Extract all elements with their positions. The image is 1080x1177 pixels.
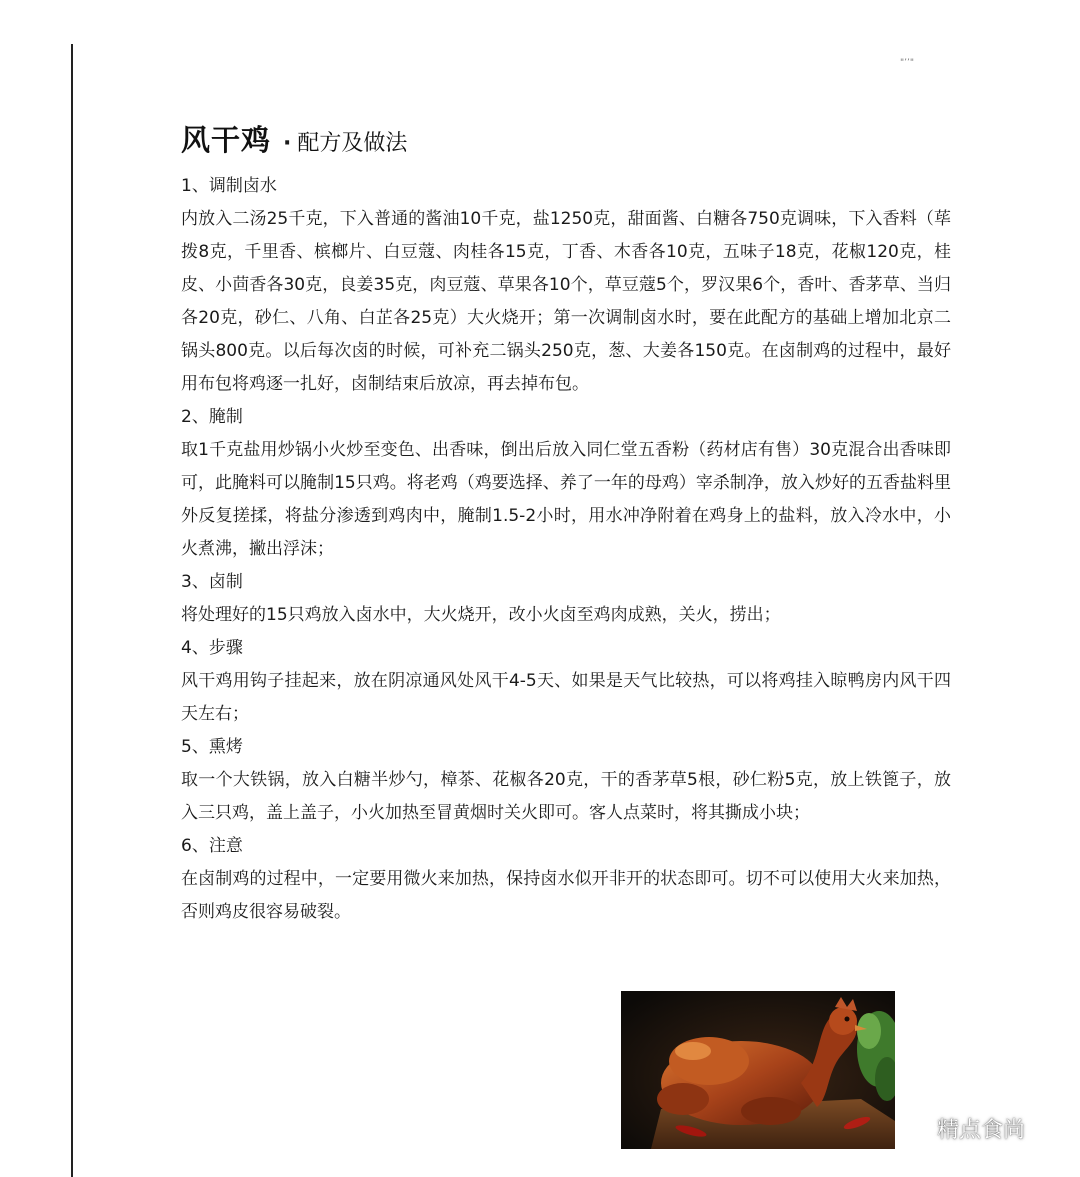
- title-separator: ·: [283, 131, 292, 156]
- corner-mark: "’’": [900, 58, 915, 68]
- section-5: [181, 731, 951, 830]
- section-body: 取1千克盐用炒锅小火炒至变色、出香味，倒出后放入同仁堂五香粉（药材店有售）30克混合出香味即可，此腌料可以腌制15只鸡。将老鸡（鸡要选择、养了一年的母鸡）宰杀制净，放入炒好的五香盐料里外反复搓揉，将盐分渗透到鸡肉中，腌制1.5-2小时，用水冲净附着在鸡身上的盐料，放入冷水中，小火煮沸，撇出浮沫；: [181, 440, 951, 559]
- section-heading: 5、熏烤: [181, 737, 243, 757]
- section-3: [181, 566, 951, 632]
- section-heading: 6、注意: [181, 836, 243, 856]
- recipe-title: 风干鸡: [181, 123, 272, 157]
- section-heading: 3、卤制: [181, 572, 243, 592]
- section-6: [181, 830, 951, 929]
- section-1: [181, 170, 951, 401]
- title-row: [181, 118, 951, 166]
- watermark: [893, 1113, 1025, 1144]
- roast-chicken-photo: [621, 991, 895, 1149]
- section-2: [181, 401, 951, 566]
- recipe-subtitle: 配方及做法: [297, 131, 408, 156]
- section-4: [181, 632, 951, 731]
- section-body: 风干鸡用钩子挂起来，放在阴凉通风处风干4-5天、如果是天气比较热，可以将鸡挂入晾鸭房内风干四天左右；: [181, 671, 951, 724]
- left-border-line: [71, 44, 73, 1177]
- recipe-document: [181, 118, 951, 929]
- section-body: 将处理好的15只鸡放入卤水中，大火烧开，改小火卤至鸡肉成熟，关火，捞出；: [181, 605, 781, 625]
- section-heading: 2、腌制: [181, 407, 243, 427]
- watermark-text: 精点食尚: [937, 1118, 1026, 1143]
- section-body: 内放入二汤25千克，下入普通的酱油10千克，盐1250克，甜面酱、白糖各750克调味，下入香料（荜拨8克，千里香、槟榔片、白豆蔻、肉桂各15克，丁香、木香各10克，五味子18克，花椒120克，桂皮、小茴香各30克，良姜35克，肉豆蔻、草果各10个，草豆蔻5个，罗汉果6个，香叶、香茅草、当归各20克，砂仁、八角、白芷各25克）大火烧开；第一次调制卤水时，要在此配方的基础上增加北京二锅头800克。以后每次卤的时候，可补充二锅头250克，葱、大姜各150克。在卤制鸡的过程中，最好用布包将鸡逐一扎好，卤制结束后放凉，再去掉布包。: [181, 209, 951, 394]
- section-body: 在卤制鸡的过程中，一定要用微火来加热，保持卤水似开非开的状态即可。切不可以使用大火来加热，否则鸡皮很容易破裂。: [181, 869, 951, 922]
- section-heading: 4、步骤: [181, 638, 243, 658]
- section-body: 取一个大铁锅，放入白糖半炒勺，樟茶、花椒各20克，干的香茅草5根，砂仁粉5克，放上铁篦子，放入三只鸡，盖上盖子，小火加热至冒黄烟时关火即可。客人点菜时，将其撕成小块；: [181, 770, 951, 823]
- wechat-icon: [893, 1114, 931, 1144]
- section-heading: 1、调制卤水: [181, 176, 277, 196]
